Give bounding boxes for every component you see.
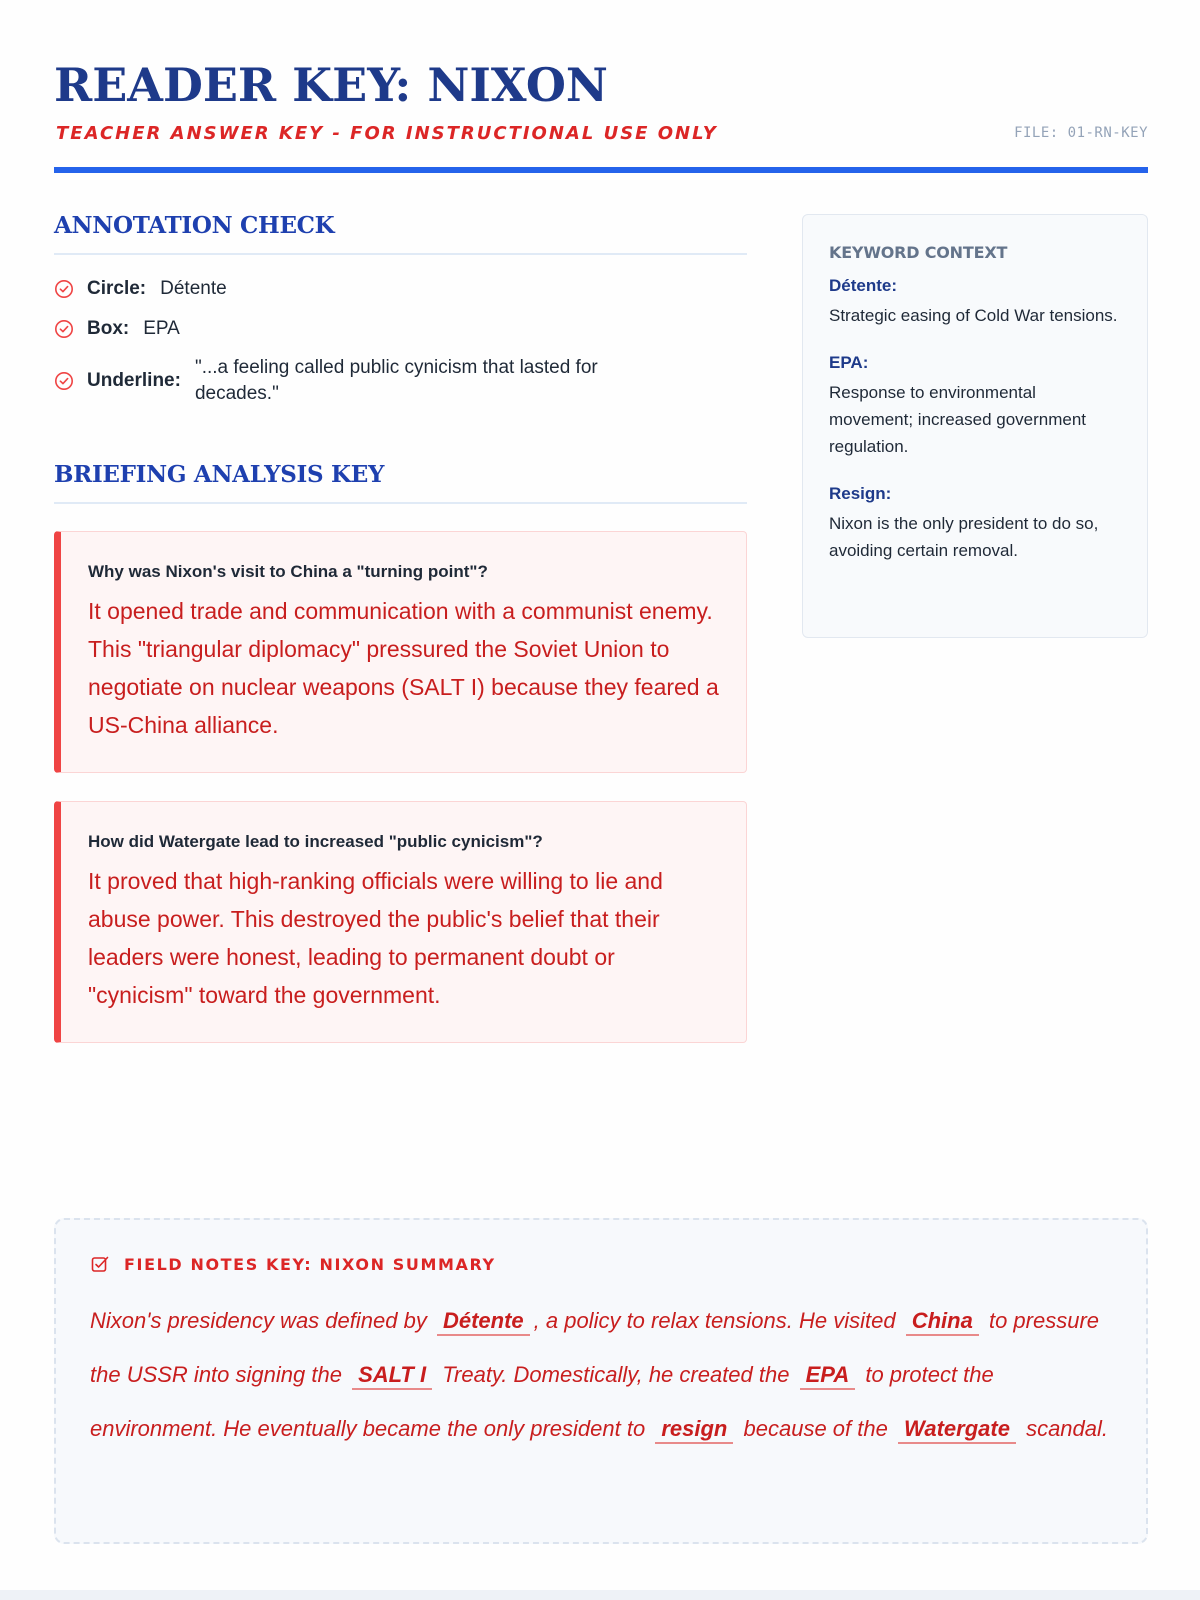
annotation-item-box (54, 316, 180, 342)
keyword-definition: Strategic easing of Cold War tensions. (829, 306, 1118, 325)
summary-text: because of the (743, 1416, 888, 1441)
keyword-definition: Nixon is the only president to do so, avoiding certain removal. (829, 514, 1099, 560)
field-notes-summary (54, 1218, 1148, 1544)
summary-text: scandal. (1026, 1416, 1109, 1441)
annotation-value: Détente (160, 278, 227, 299)
fill-blank-answer: EPA (800, 1362, 856, 1390)
summary-text: Nixon's presidency was defined by (90, 1308, 427, 1333)
summary-text: Treaty. Domestically, he created the (442, 1362, 790, 1387)
keyword-term: Resign: (829, 484, 892, 503)
annotation-item-circle (54, 276, 227, 302)
keyword-definition: Response to environmental movement; increased government regulation. (829, 383, 1087, 456)
fill-blank-answer: Watergate (898, 1416, 1016, 1444)
check-circle-icon (54, 371, 74, 391)
answer-question: Why was Nixon's visit to China a "turning point"? (88, 562, 488, 581)
summary-text: to protect the environment. He eventually became the only president to (90, 1362, 994, 1441)
annotation-value: "...a feeling called public cynicism that lasted for decades." (194, 357, 598, 404)
answer-card-watergate (54, 801, 747, 1043)
fill-blank-answer: resign (655, 1416, 733, 1444)
annotation-label: Box: (87, 318, 130, 339)
file-id: FILE: 01-RN-KEY (1014, 125, 1148, 141)
answer-key-page (54, 0, 1148, 1600)
section-divider (54, 253, 747, 255)
summary-text: to pressure the USSR into signing the (90, 1308, 1100, 1387)
summary-text: , a policy to relax tensions. He visited (533, 1308, 896, 1333)
page-title: READER KEY: NIXON (54, 58, 608, 112)
keyword-context-heading: KEYWORD CONTEXT (829, 243, 1008, 262)
answer-text: It proved that high-ranking officials were willing to lie and abuse power. This destroyed the public's belief that their leaders were honest, leading to permanent doubt or "cynicism" toward the government. (88, 868, 663, 1008)
checkbox-edit-icon (90, 1254, 110, 1274)
answer-question: How did Watergate lead to increased "public cynicism"? (88, 832, 543, 851)
briefing-analysis-heading: BRIEFING ANALYSIS KEY (54, 461, 385, 488)
section-divider (54, 502, 747, 504)
page-subtitle: TEACHER ANSWER KEY - FOR INSTRUCTIONAL USE ONLY (56, 123, 718, 144)
keyword-term: EPA: (829, 353, 869, 372)
annotation-label: Circle: (87, 278, 147, 299)
check-circle-icon (54, 319, 74, 339)
fill-blank-answer: China (906, 1308, 979, 1336)
field-notes-header (90, 1254, 1112, 1274)
field-notes-paragraph (90, 1294, 1112, 1456)
check-circle-icon (54, 279, 74, 299)
fill-blank-answer: Détente (437, 1308, 530, 1336)
header-divider (54, 167, 1148, 173)
keyword-term: Détente: (829, 276, 898, 295)
annotation-value: EPA (143, 318, 180, 339)
page-bottom-strip (0, 1590, 1200, 1600)
field-notes-heading: FIELD NOTES KEY: NIXON SUMMARY (124, 1254, 496, 1274)
annotation-label: Underline: (87, 370, 181, 391)
fill-blank-answer: SALT I (352, 1362, 432, 1390)
keyword-context-panel (802, 214, 1148, 638)
annotation-check-heading: ANNOTATION CHECK (54, 212, 335, 239)
answer-card-china (54, 531, 747, 773)
answer-text: It opened trade and communication with a communist enemy. This "triangular diplomacy" pressured the Soviet Union to negotiate on nuclear weapons (SALT I) because they feared a US-China alliance. (88, 598, 719, 738)
annotation-item-underline (54, 355, 675, 407)
